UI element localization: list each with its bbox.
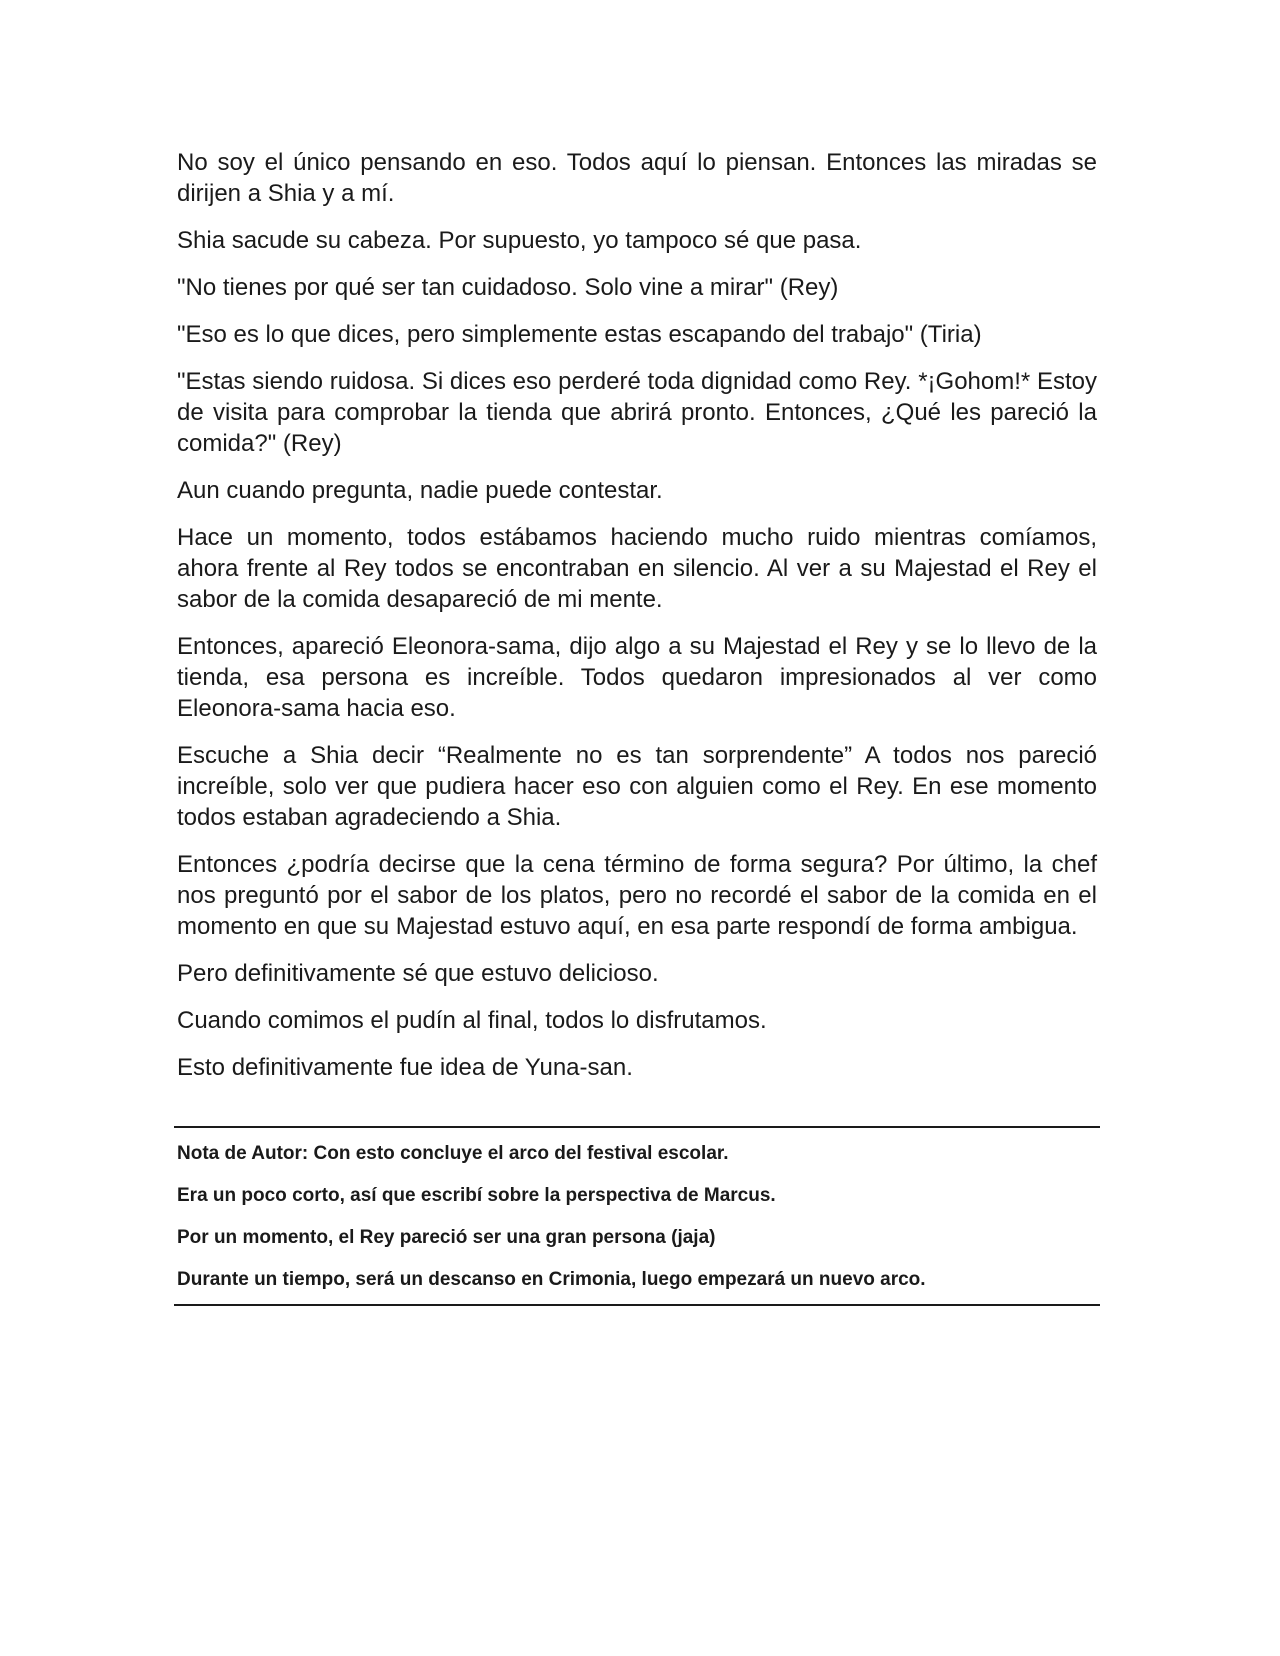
story-body bbox=[177, 147, 1097, 1083]
author-note-box bbox=[174, 1126, 1100, 1306]
paragraph-4: "Eso es lo que dices, pero simplemente estas escapando del trabajo" (Tiria) bbox=[177, 321, 982, 348]
paragraph-10: Entonces ¿podría decirse que la cena término de forma segura? Por último, la chef nos preguntó por el sabor de los platos, pero no recordé el sabor de la comida en el momento en que su Majestad estuvo aquí, en esa parte respondí de forma ambigua. bbox=[177, 851, 1097, 940]
paragraph-8: Entonces, apareció Eleonora-sama, dijo algo a su Majestad el Rey y se lo llevo de la tienda, esa persona es increíble. Todos quedaron impresionados al ver como Eleonora-sama hacia eso. bbox=[177, 633, 1097, 722]
author-note-line-1: Nota de Autor: Con esto concluye el arco del festival escolar. bbox=[177, 1143, 729, 1164]
author-note-line-2: Era un poco corto, así que escribí sobre la perspectiva de Marcus. bbox=[177, 1185, 776, 1206]
paragraph-11: Pero definitivamente sé que estuvo delicioso. bbox=[177, 960, 659, 987]
paragraph-7: Hace un momento, todos estábamos haciendo mucho ruido mientras comíamos, ahora frente al Rey todos se encontraban en silencio. Al ver a su Majestad el Rey el sabor de la comida desapareció de mi mente. bbox=[177, 524, 1097, 613]
author-note-line-3: Por un momento, el Rey pareció ser una gran persona (jaja) bbox=[177, 1227, 716, 1248]
paragraph-6: Aun cuando pregunta, nadie puede contestar. bbox=[177, 477, 663, 504]
paragraph-5: "Estas siendo ruidosa. Si dices eso perderé toda dignidad como Rey. *¡Gohom!* Estoy de visita para comprobar la tienda que abrirá pronto. Entonces, ¿Qué les pareció la comida?" (Rey) bbox=[177, 368, 1097, 457]
paragraph-2: Shia sacude su cabeza. Por supuesto, yo tampoco sé que pasa. bbox=[177, 227, 862, 254]
author-note-line-4: Durante un tiempo, será un descanso en Crimonia, luego empezará un nuevo arco. bbox=[177, 1269, 926, 1290]
paragraph-13: Esto definitivamente fue idea de Yuna-san. bbox=[177, 1054, 633, 1081]
paragraph-3: "No tienes por qué ser tan cuidadoso. Solo vine a mirar" (Rey) bbox=[177, 274, 839, 301]
paragraph-1: No soy el único pensando en eso. Todos aquí lo piensan. Entonces las miradas se dirijen a Shia y a mí. bbox=[177, 149, 1097, 207]
paragraph-9: Escuche a Shia decir “Realmente no es tan sorprendente” A todos nos pareció increíble, solo ver que pudiera hacer eso con alguien como el Rey. En ese momento todos estaban agradeciendo a Shia. bbox=[177, 742, 1097, 831]
paragraph-12: Cuando comimos el pudín al final, todos lo disfrutamos. bbox=[177, 1007, 767, 1034]
